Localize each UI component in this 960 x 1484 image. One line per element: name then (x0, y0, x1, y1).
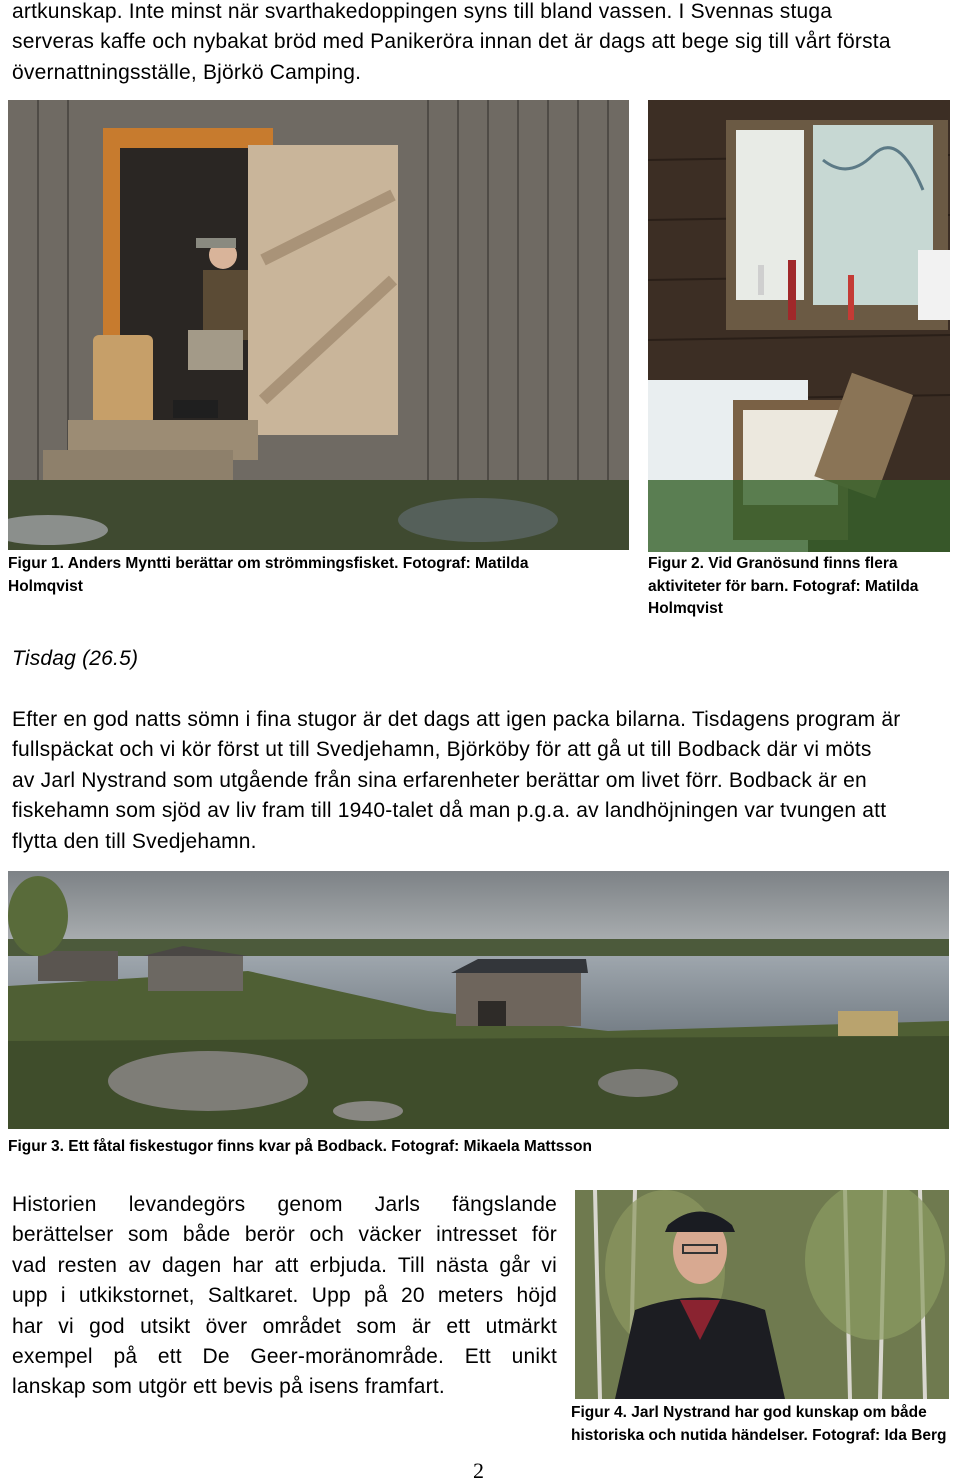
paragraph-line: upp i utkikstornet, Saltkaret. Upp på 20 meters höjd (12, 1284, 557, 1308)
figure-2-photo (648, 100, 950, 552)
intro-line: serveras kaffe och nybakat bröd med Panikeröra innan det är dags att bege sig till vårt första (12, 30, 891, 54)
paragraph-line: Efter en god natts sömn i fina stugor är det dags att igen packa bilarna. Tisdagens program är (12, 708, 901, 731)
caption-line: Figur 2. Vid Granösund finns flera (648, 555, 898, 572)
paragraph-line: har vi god utsikt över området som är ett utmärkt (12, 1314, 557, 1338)
figure-1-photo (8, 100, 629, 550)
paragraph-line: fullspäckat och vi kör först ut till Svedjehamn, Björköby för att gå ut till Bodback där vi möts (12, 738, 872, 762)
figure-1-caption (8, 553, 618, 598)
paragraph-line: fiskehamn som sjöd av liv fram till 1940-talet då man p.g.a. av landhöjningen var tvungen att (12, 799, 887, 823)
figure-4-caption (571, 1402, 960, 1447)
page-number: 2 (473, 1458, 484, 1483)
paragraph-line: vad resten av dagen har att erbjuda. Till nästa går vi (12, 1253, 557, 1277)
intro-line: övernattningsställe, Björkö Camping. (12, 60, 362, 84)
paragraph-line: exempel på ett De Geer-moränområde. Ett unikt (12, 1345, 557, 1369)
paragraph-line: Historien levandegörs genom Jarls fängslande (12, 1193, 557, 1216)
caption-line: Figur 4. Jarl Nystrand har god kunskap om både (571, 1404, 927, 1421)
caption-line: Holmqvist (8, 577, 83, 595)
paragraph-line: lanskap som utgör ett bevis på isens framfart. (12, 1375, 445, 1399)
section-heading: Tisdag (26.5) (12, 647, 139, 670)
tuesday-paragraph (12, 705, 952, 857)
caption-line: Figur 1. Anders Myntti berättar om strömmingsfisket. Fotograf: Matilda (8, 555, 529, 572)
caption-line: historiska och nutida händelser. Fotograf: Ida Berg (571, 1426, 947, 1444)
figure-4-photo (575, 1190, 949, 1399)
caption-line: aktiviteter för barn. Fotograf: Matilda (648, 577, 919, 595)
history-paragraph (12, 1190, 557, 1403)
intro-line: artkunskap. Inte minst när svarthakedoppingen syns till bland vassen. I Svennas stuga (12, 0, 833, 23)
figure-2-caption (648, 553, 953, 621)
figure-3-caption: Figur 3. Ett fåtal fiskestugor finns kvar på Bodback. Fotograf: Mikaela Mattsson (8, 1138, 592, 1155)
paragraph-line: av Jarl Nystrand som utgående från sina erfarenheter berättar om livet förr. Bodback är en (12, 768, 867, 792)
figure-3-photo (8, 871, 949, 1129)
paragraph-line: flytta den till Svedjehamn. (12, 829, 257, 853)
caption-line: Holmqvist (648, 600, 723, 617)
paragraph-line: berättelser som både berör och väcker intresset för (12, 1223, 557, 1247)
intro-paragraph (12, 0, 952, 88)
